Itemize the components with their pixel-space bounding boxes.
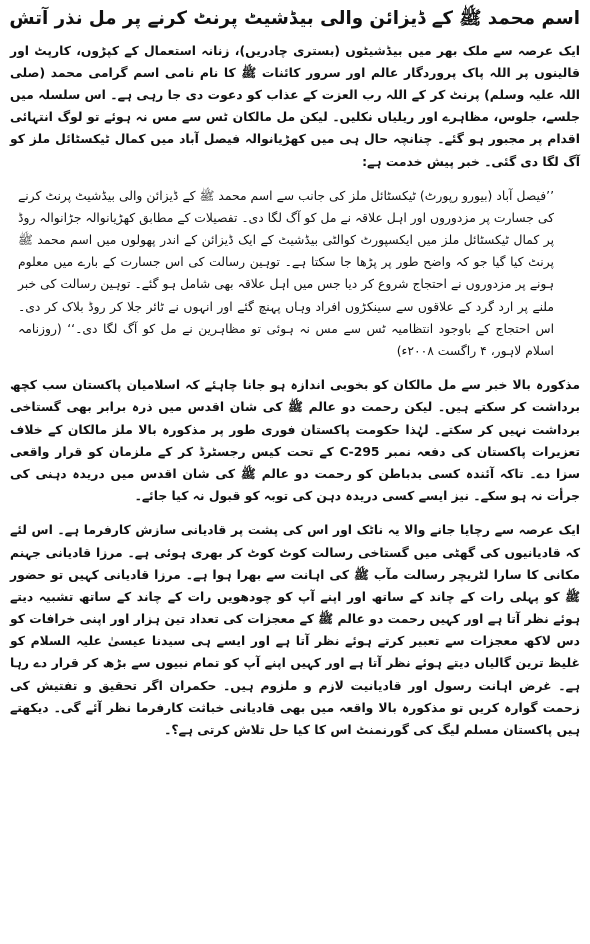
article-paragraph-intro: ایک عرصہ سے ملک بھر میں بیڈشیٹوں (بستری چادریں)، زنانہ استعمال کے کپڑوں، کارپٹ اور قالینوں پر اللہ پاک پروردگار عالم اور سرور کائنات ﷺ کا نام نامی اسم گرامی محمد (صلی اللہ علیہ وسلم) پرنٹ کر کے اللہ رب العزت کے عذاب کو دعوت دی جا رہی ہے۔ اس سلسلہ میں جلسے، جلوس، مظاہرے اور ریلیاں نکلیں۔ لیکن مل مالکان ٹس سے مس نہ ہوئے تو لوگ انتہائی اقدام پر مجبور ہو گئے۔ چنانچہ حال ہی میں کھڑیانوالہ فیصل آباد میں کمال ٹیکسٹائل ملز کو آگ لگا دی گئی۔ خبر پیش خدمت ہے:	[10, 43, 580, 169]
article-paragraph-conclusion: ایک عرصہ سے رچایا جانے والا یہ ناٹک اور اس کی پشت پر قادیانی سازش کارفرما ہے۔ اس لئے کہ قادیانیوں کی گھٹی میں گستاخی رسالت کوٹ کوٹ کر بھری ہوئی ہے۔ مرزا قادیانی جہنم مکانی کا سارا لٹریچر رسالت مآب ﷺ کی اہانت سے بھرا ہوا ہے۔ مرزا قادیانی کہیں تو حضور ﷺ کو پہلی رات کے چاند کے ساتھ اور اپنے آپ کو چودھویں رات کے چاند کے ساتھ تشبیہ دیتے ہوئے نظر آتا ہے اور کہیں رحمت دو عالم ﷺ کے معجزات کی تعداد تین ہزار اور اپنی خرافات کو دس لاکھ معجزات سے تعبیر کرتے ہوئے نظر آتا ہے اور ایسے ہی سیدنا عیسیٰ علیہ السلام کو غلیظ ترین گالیاں دیتے ہوئے نظر آتا ہے اور کہیں اپنے آپ کو تمام نبیوں سے بڑھ کر قرار دے رہا ہے۔ غرض اہانت رسول اور قادیانیت لازم و ملزوم ہیں۔ حکمران اگر تحقیق و تفتیش کی زحمت گوارہ کریں تو مذکورہ بالا واقعہ میں بھی قادیانی خباثت کارفرما نظر آئے گی۔ دیکھتے ہیں پاکستان مسلم لیگ کی گورنمنٹ اس کا کیا حل تلاش کرتی ہے؟۔	[10, 523, 580, 738]
article-paragraph-demand: مذکورہ بالا خبر سے مل مالکان کو بخوبی اندازہ ہو جانا چاہئے کہ اسلامیان پاکستان سب کچھ برداشت کر سکتے ہیں۔ لیکن رحمت دو عالم ﷺ کی شان اقدس میں ذرہ برابر بھی گستاخی برداشت نہیں کر سکتے۔ لہٰذا حکومت پاکستان فوری طور پر مذکورہ بالا ملز مالکان کے خلاف تعزیرات پاکستان کی دفعہ نمبر 295-C کے تحت کیس رجسٹرڈ کر کے ملزمان کو قرار واقعی سزا دے۔ تاکہ آئندہ کسی بدباطن کو رحمت دو عالم ﷺ کی شان اقدس میں دریدہ دہنی کی جرأت نہ ہو سکے۔ نیز ایسے کسی دریدہ دہن کی توبہ کو قبول نہ کیا جائے۔	[10, 378, 580, 504]
article-headline: اسم محمد ﷺ کے ڈیزائن والی بیڈشیٹ پرنٹ کرنے پر مل نذر آتش	[9, 8, 580, 29]
news-quote-block: ’’فیصل آباد (بیورو رپورٹ) ٹیکسٹائل ملز کی جانب سے اسم محمد ﷺ کے ڈیزائن والی بیڈشیٹ پرنٹ کرنے کی جسارت پر مزدوروں اور اہل علاقہ نے مل کو آگ لگا دی۔ تفصیلات کے مطابق کھڑیانوالہ جڑانوالہ روڈ پر کمال ٹیکسٹائل ملز میں ایکسپورٹ کوالٹی بیڈشیٹ کے ایک ڈیزائن کے اندر پھولوں میں اسم محمد ﷺ پرنٹ کیا گیا جو کہ واضح طور پر پڑھا جا سکتا ہے۔ توہین رسالت کی اس جسارت کے بارے میں معلوم ہونے پر مزدوروں نے احتجاج شروع کر دیا جس میں اہل علاقہ بھی شامل ہو گئے۔ توہین رسالت کی خبر ملنے پر ارد گرد کے علاقوں سے سینکڑوں افراد وہاں پہنچ گئے اور انہوں نے ٹائر جلا کر روڈ بلاک کر دی۔ اس احتجاج کے باوجود انتظامیہ ٹس سے مس نہ ہوئی تو مظاہرین نے مل کو آگ لگا دی۔‘‘ (روزنامہ اسلام لاہور، ۴ راگست ۲۰۰۸ء)	[18, 188, 554, 359]
